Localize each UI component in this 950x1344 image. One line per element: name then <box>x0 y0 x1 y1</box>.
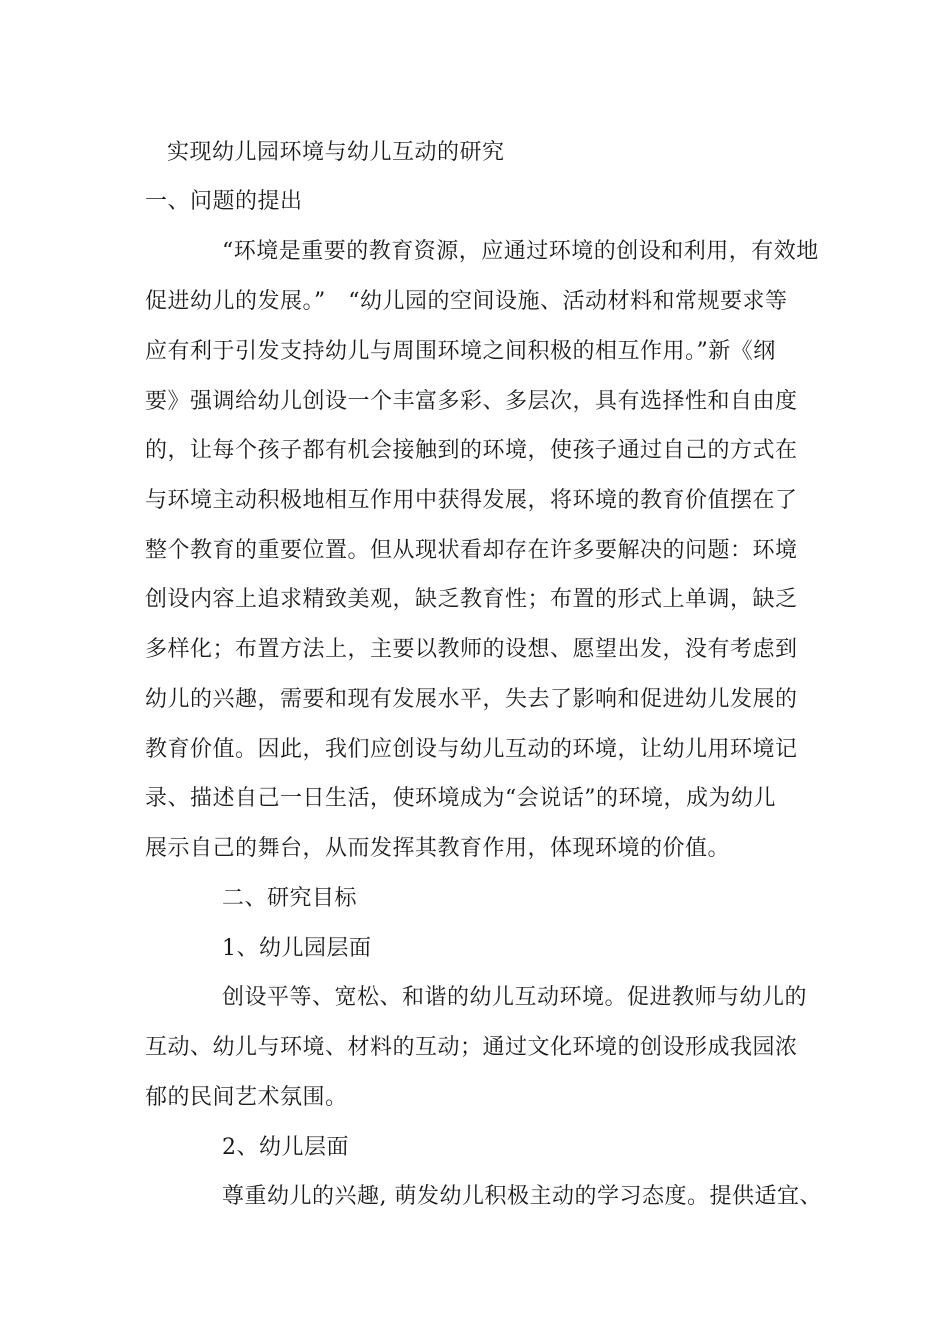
paragraph-line: 整个教育的重要位置。但从现状看却存在许多要解决的问题：环境 <box>145 538 798 563</box>
paragraph-line: 多样化；布置方法上，主要以教师的设想、愿望出发，没有考虑到 <box>145 637 798 662</box>
paragraph-line: 尊重幼儿的兴趣, 萌发幼儿积极主动的学习态度。提供适宜、 <box>222 1184 822 1209</box>
paragraph-line: 郁的民间艺术氛围。 <box>145 1085 348 1110</box>
paragraph-line: 创设平等、宽松、和谐的幼儿互动环境。促进教师与幼儿的 <box>222 985 808 1010</box>
paragraph-line: 互动、幼儿与环境、材料的互动；通过文化环境的创设形成我园浓 <box>145 1035 798 1060</box>
paragraph-line: 教育价值。因此，我们应创设与幼儿互动的环境，让幼儿用环境记 <box>145 737 798 762</box>
section-heading-1: 一、问题的提出 <box>145 189 303 214</box>
subsection-heading-2: 2、幼儿层面 <box>222 1135 349 1160</box>
section-heading-2: 二、研究目标 <box>222 886 358 911</box>
paragraph-line: 应有利于引发支持幼儿与周围环境之间积极的相互作用。”新《纲 <box>145 339 776 364</box>
paragraph-line: 与环境主动积极地相互作用中获得发展，将环境的教育价值摆在了 <box>145 488 798 513</box>
subsection-heading-1: 1、幼儿园层面 <box>222 936 372 961</box>
paragraph-line: 要》强调给幼儿创设一个丰富多彩、多层次，具有选择性和自由度 <box>145 389 798 414</box>
paragraph-line: 幼儿的兴趣，需要和现有发展水平，失去了影响和促进幼儿发展的 <box>145 687 798 712</box>
paragraph-line: 促进幼儿的发展。” “幼儿园的空间设施、活动材料和常规要求等 <box>145 289 788 314</box>
paragraph-line: 录、描述自己一日生活，使环境成为“会说话”的环境，成为幼儿 <box>145 786 776 811</box>
paragraph-line: 的，让每个孩子都有机会接触到的环境，使孩子通过自己的方式在 <box>145 438 798 463</box>
paragraph-line: 创设内容上追求精致美观，缺乏教育性；布置的形式上单调，缺乏 <box>145 587 798 612</box>
paragraph-line: 展示自己的舞台，从而发挥其教育作用，体现环境的价值。 <box>145 836 731 861</box>
document-title: 实现幼儿园环境与幼儿互动的研究 <box>167 140 505 165</box>
paragraph-line: “环境是重要的教育资源，应通过环境的创设和利用，有效地 <box>222 239 819 264</box>
